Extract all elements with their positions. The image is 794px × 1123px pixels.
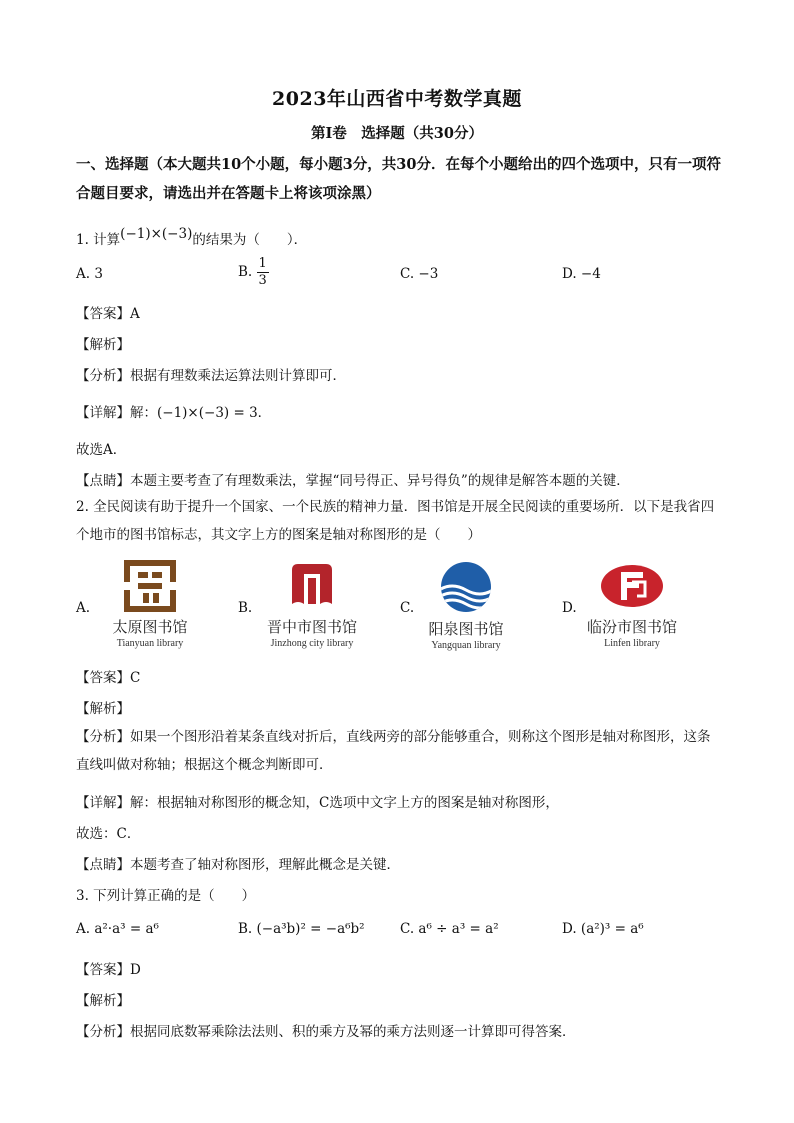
q2-comment: 【点睛】本题考查了轴对称图形，理解此概念是关键． (76, 857, 400, 873)
q2-detail: 【详解】解：根据轴对称图形的概念知，C选项中文字上方的图案是轴对称图形， (76, 795, 559, 811)
q1-analysis-head: 【解析】 (76, 337, 130, 353)
page-title: 2023年山西省中考数学真题 (272, 88, 522, 110)
q2-option-a-english: Tianyuan library (116, 638, 184, 649)
q2-option-d (562, 560, 702, 649)
q3-analysis-head: 【解析】 (76, 993, 130, 1009)
yangquan-library-logo (439, 560, 493, 614)
q2-option-d-name: 临汾市图书馆 (586, 618, 677, 636)
q3-answer: 【答案】D (76, 962, 141, 978)
q2-option-b-name: 晋中市图书馆 (266, 618, 357, 636)
q1-analysis: 【分析】根据有理数乘法运算法则计算即可． (76, 368, 346, 384)
jinzhong-library-logo (286, 560, 338, 612)
q1-stem (76, 228, 307, 248)
q2-choose: 故选：C． (76, 826, 141, 842)
q2-option-a-letter: A. (76, 600, 91, 616)
q2-option-a-name: 太原图书馆 (112, 618, 188, 636)
taiyuan-library-logo (124, 560, 176, 612)
fraction-denominator: 3 (258, 273, 267, 288)
q3-option-b: B. (−a³b)² = −a⁶b² (238, 921, 365, 937)
q2-option-d-letter: D. (562, 600, 577, 616)
q2-analysis-head: 【解析】 (76, 701, 130, 717)
q1-option-b-fraction (257, 256, 269, 289)
q2-option-a (80, 560, 220, 649)
q3-stem: 3. 下列计算正确的是（ ） (76, 888, 256, 904)
q1-expression: (−1)×(−3) (120, 226, 193, 242)
q1-option-b-label: B. (238, 264, 253, 280)
q3-option-d: D. (a²)³ = a⁶ (562, 921, 644, 937)
q2-option-c-name: 阳泉图书馆 (428, 620, 504, 638)
q2-option-c (396, 560, 536, 651)
section-instructions: 一、选择题（本大题共10个小题，每小题3分，共30分．在每个小题给出的四个选项中，只有一项符合题目要求，请选出并在答题卡上将该项涂黑） (76, 156, 721, 202)
q3-option-a: A. a²·a³ = a⁶ (76, 921, 159, 937)
fraction-numerator: 1 (258, 256, 267, 271)
q1-comment: 【点睛】本题主要考查了有理数乘法，掌握“同号得正、异号得负”的规律是解答本题的关键． (76, 473, 630, 489)
q1-choose: 故选A． (76, 442, 127, 458)
q1-option-b (238, 256, 269, 289)
q1-option-d: D. −4 (562, 266, 601, 282)
q2-stem: 2. 全民阅读有助于提升一个国家、一个民族的精神力量．图书馆是开展全民阅读的重要场所．以下是我省四个地市的图书馆标志，其文字上方的图案是轴对称图形的是（ ） (76, 499, 715, 543)
q3-analysis: 【分析】根据同底数幂乘除法法则、积的乘方及幂的乘方法则逐一计算即可得答案． (76, 1024, 576, 1040)
section-subtitle: 第Ⅰ卷 选择题（共30分） (311, 125, 483, 142)
q3-option-c: C. a⁶ ÷ a³ = a² (400, 921, 499, 937)
q2-option-c-letter: C. (400, 600, 415, 616)
q1-detail: 【详解】解：(−1)×(−3) = 3． (76, 405, 272, 421)
q1-stem-suffix: 的结果为（ ）． (192, 232, 308, 248)
q2-option-d-english: Linfen library (604, 638, 660, 649)
q2-option-c-english: Yangquan library (431, 640, 501, 651)
q2-option-b-english: Jinzhong city library (270, 638, 354, 649)
q1-stem-prefix: 1. 计算 (76, 232, 121, 248)
q2-analysis: 【分析】如果一个图形沿着某条直线对折后，直线两旁的部分能够重合，则称这个图形是轴对称图形，这条直线叫做对称轴；根据这个概念判断即可． (76, 729, 711, 773)
q1-option-a: A. 3 (76, 266, 103, 282)
q1-option-c: C. −3 (400, 266, 439, 282)
q2-answer: 【答案】C (76, 670, 141, 686)
linfen-library-logo (599, 560, 665, 612)
q1-answer: 【答案】A (76, 306, 140, 322)
q2-option-b (242, 560, 382, 649)
q2-option-b-letter: B. (238, 600, 253, 616)
